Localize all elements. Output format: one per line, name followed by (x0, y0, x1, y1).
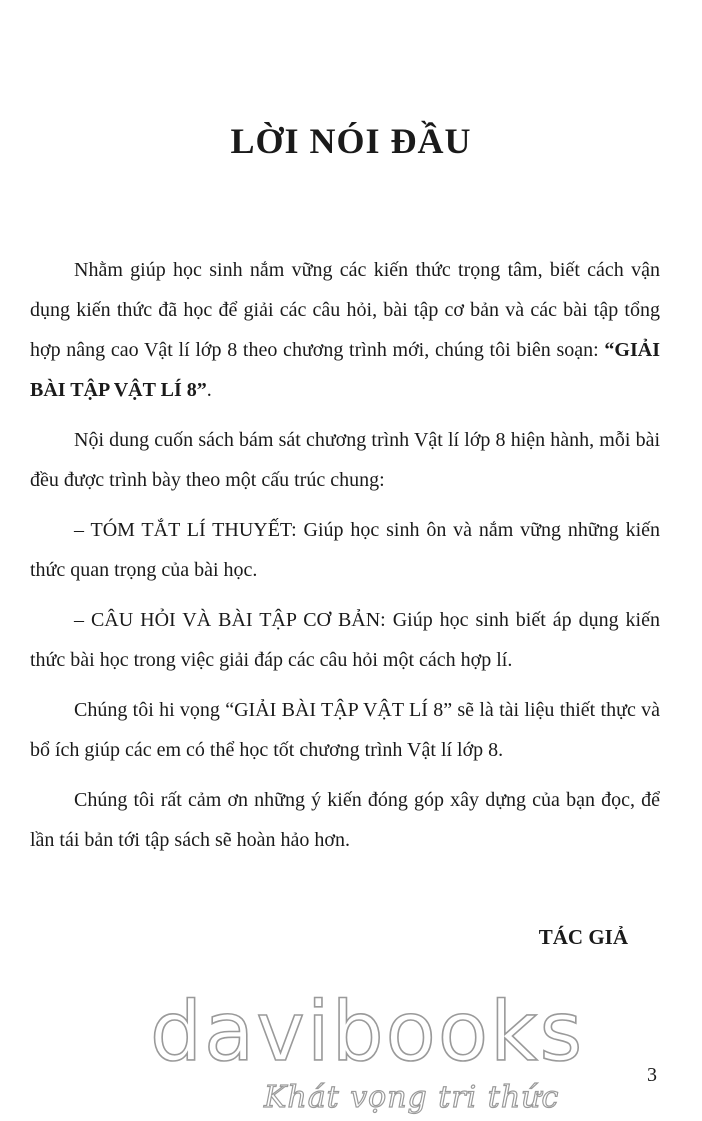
paragraph-5: Chúng tôi hi vọng “GIẢI BÀI TẬP VẬT LÍ 8” sẽ là tài liệu thiết thực và bổ ích giúp các em có thể học tốt chương trình Vật lí lớp 8. (30, 699, 660, 761)
paragraph-4: – CÂU HỎI VÀ BÀI TẬP CƠ BẢN: Giúp học sinh biết áp dụng kiến thức bài học trong việc giải đáp các câu hỏi một cách hợp lí. (30, 609, 660, 671)
author-signature: TÁC GIẢ (538, 925, 628, 949)
watermark-logo: davibooks (150, 985, 585, 1080)
preface-body (30, 250, 660, 870)
paragraph-1-text: Nhằm giúp học sinh nắm vững các kiến thức trọng tâm, biết cách vận dụng kiến thức đã học để giải các câu hỏi, bài tập cơ bản và các bài tập tổng hợp nâng cao Vật lí lớp 8 theo chương trình mới, chúng tôi biên soạn: (30, 259, 660, 361)
paragraph-6: Chúng tôi rất cảm ơn những ý kiến đóng góp xây dựng của bạn đọc, để lần tái bản tới tập sách sẽ hoàn hảo hơn. (30, 789, 660, 851)
paragraph-1-end: . (206, 379, 212, 401)
page-title: LỜI NÓI ĐẦU (230, 121, 472, 161)
paragraph-1 (30, 250, 660, 410)
page-number: 3 (647, 1064, 657, 1086)
book-title-bold: “GIẢI BÀI TẬP VẬT LÍ 8” (30, 339, 660, 401)
paragraph-2: Nội dung cuốn sách bám sát chương trình Vật lí lớp 8 hiện hành, mỗi bài đều được trình bày theo một cấu trúc chung: (30, 429, 660, 491)
watermark-tagline: Khát vọng tri thức (264, 1080, 560, 1115)
paragraph-3: – TÓM TẮT LÍ THUYẾT: Giúp học sinh ôn và nắm vững những kiến thức quan trọng của bài học. (30, 519, 660, 581)
